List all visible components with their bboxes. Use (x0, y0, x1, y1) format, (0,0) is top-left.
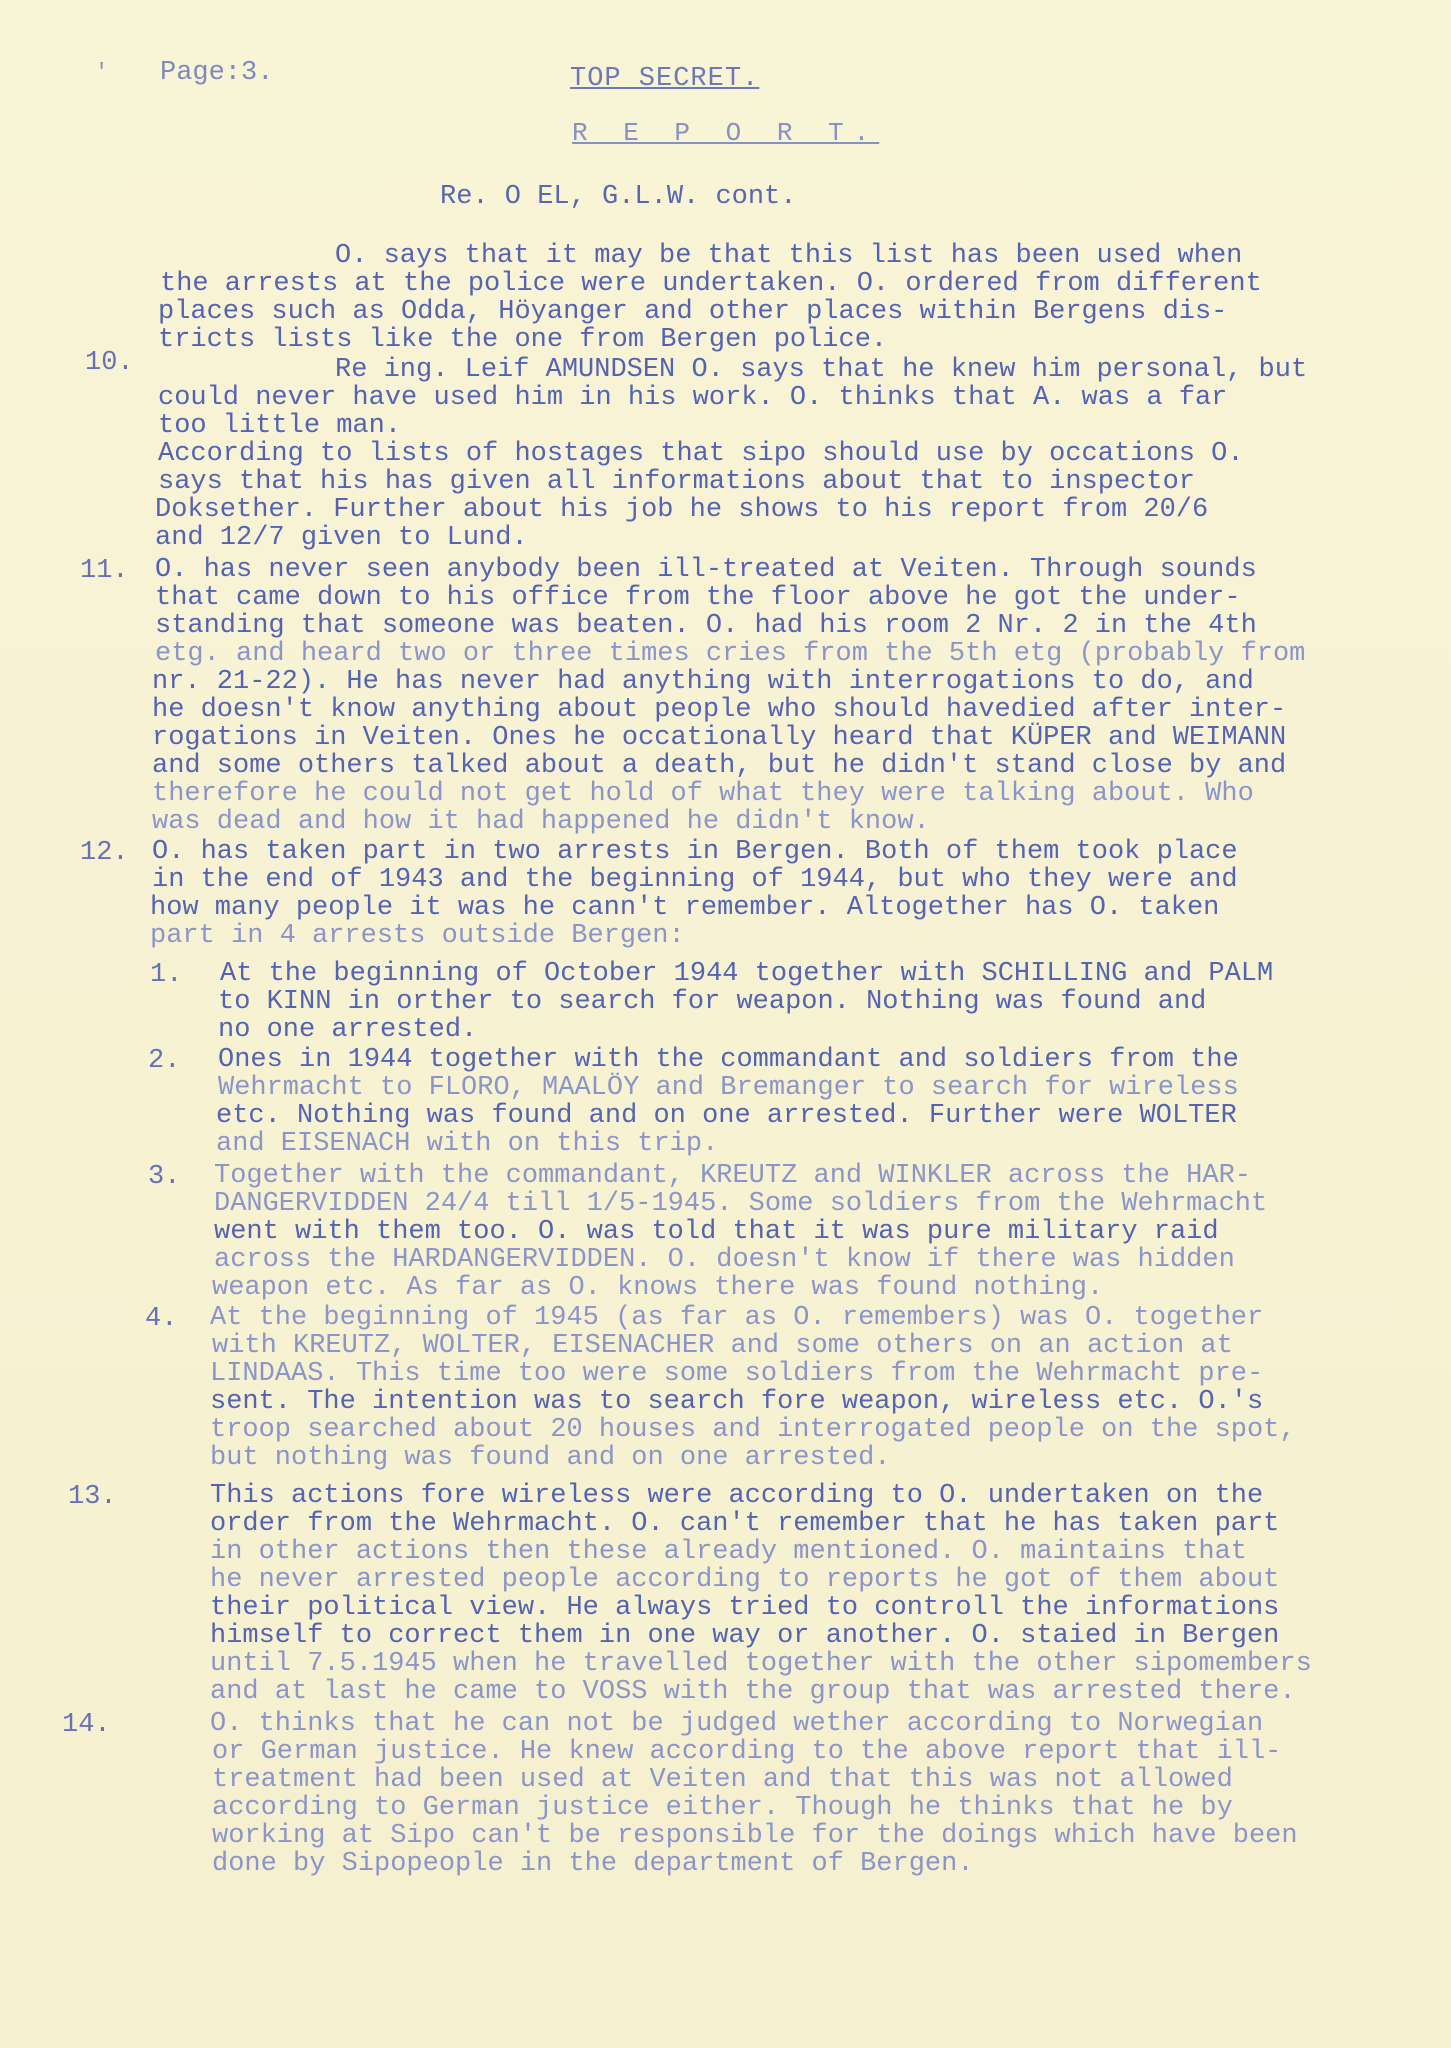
text-line: weapon etc. As far as O. knows there was found nothing. (212, 1273, 1104, 1303)
paragraph-number: 13. (68, 1482, 117, 1512)
text-line: until 7.5.1945 when he travelled together with the other sipomembers (210, 1649, 1312, 1679)
text-line: Together with the commandant, KREUTZ and WINKLER across the HAR- (214, 1161, 1251, 1191)
text-line: O. says that it may be that this list has been used when (335, 241, 1243, 271)
text-line: and some others talked about a death, but he didn't stand close by and (152, 751, 1287, 781)
text-line: etc. Nothing was found and on one arrested. Further were WOLTER (216, 1101, 1237, 1131)
item-number: 3. (148, 1162, 181, 1192)
text-line: but nothing was found and on one arrested. (210, 1443, 891, 1473)
text-line: how many people it was he cann't remember. Altogether has O. taken (150, 893, 1220, 923)
text-line: At the beginning of October 1944 together with SCHILLING and PALM (220, 959, 1274, 989)
text-line: in the end of 1943 and the beginning of 1944, but who they were and (152, 865, 1238, 895)
text-line: no one arrested. (218, 1015, 478, 1045)
item-number: 2. (148, 1046, 181, 1076)
text-line: According to lists of hostages that sipo should use by occations O. (158, 439, 1244, 469)
text-line: Wehrmacht to FLORO, MAALÖY and Bremanger to search for wireless (218, 1073, 1239, 1103)
page-number: Page:3. (160, 58, 274, 88)
text-line: standing that someone was beaten. O. had his room 2 Nr. 2 in the 4th (155, 611, 1257, 641)
text-line: went with them too. O. was told that it was pure military raid (214, 1217, 1219, 1247)
text-line: places such as Odda, Höyanger and other places within Bergens dis- (158, 297, 1228, 327)
text-line: or German justice. He knew according to the above report that ill- (212, 1737, 1282, 1767)
text-line: Doksether. Further about his job he shows to his report from 20/6 (155, 495, 1209, 525)
text-line: with KREUTZ, WOLTER, EISENACHER and some others on an action at (212, 1331, 1233, 1361)
text-line: according to German justice either. Though he thinks that he by (212, 1793, 1233, 1823)
item-number: 4. (145, 1304, 178, 1334)
text-line: O. thinks that he can not be judged wether according to Norwegian (210, 1709, 1264, 1739)
text-line: their political view. He always tried to controll the informations (210, 1593, 1280, 1623)
text-line: sent. The intention was to search fore weapon, wireless etc. O.'s (210, 1387, 1264, 1417)
paragraph-number: 10. (85, 348, 134, 378)
text-line: was dead and how it had happened he didn't know. (152, 807, 930, 837)
text-line: that came down to his office from the floor above he got the under- (155, 583, 1241, 613)
text-line: working at Sipo can't be responsible for the doings which have been (212, 1821, 1298, 1851)
text-line: and at last he came to VOSS with the group that was arrested there. (210, 1677, 1296, 1707)
subject-line: Re. O EL, G.L.W. cont. (440, 182, 797, 212)
text-line: At the beginning of 1945 (as far as O. remembers) was O. together (210, 1303, 1264, 1333)
text-line: therefore he could not get hold of what they were talking about. Who (152, 779, 1254, 809)
text-line: etg. and heard two or three times cries from the 5th etg (probably from (155, 639, 1306, 669)
text-line: he doesn't know anything about people who should havedied after inter- (152, 695, 1287, 725)
text-line: Re ing. Leif AMUNDSEN O. says that he knew him personal, but (335, 355, 1308, 385)
text-line: O. has taken part in two arrests in Bergen. Both of them took place (152, 837, 1238, 867)
text-line: tricts lists like the one from Bergen police. (158, 325, 888, 355)
paragraph-number: 11. (80, 556, 129, 586)
text-line: himself to correct them in one way or another. O. staied in Bergen (210, 1621, 1280, 1651)
text-line: LINDAAS. This time too were some soldiers from the Wehrmacht pre- (210, 1359, 1264, 1389)
text-line: he never arrested people according to reports he got of them about (210, 1565, 1280, 1595)
text-line: order from the Wehrmacht. O. can't remember that he has taken part (210, 1509, 1280, 1539)
text-line: the arrests at the police were undertaken. O. ordered from different (160, 269, 1262, 299)
text-line: too little man. (158, 411, 402, 441)
text-line: done by Sipopeople in the department of Bergen. (212, 1849, 974, 1879)
text-line: troop searched about 20 houses and interrogated people on the spot, (210, 1415, 1296, 1445)
text-line: nr. 21-22). He has never had anything with interrogations to do, and (152, 667, 1254, 697)
text-line: across the HARDANGERVIDDEN. O. doesn't know if there was hidden (214, 1245, 1235, 1275)
item-number: 1. (150, 960, 183, 990)
report-title: R E P O R T. (572, 118, 880, 148)
text-line: O. has never seen anybody been ill-treated at Veiten. Through sounds (155, 555, 1257, 585)
text-line: and 12/7 given to Lund. (155, 523, 528, 553)
text-line: could never have used him in his work. O. thinks that A. was a far (158, 383, 1228, 413)
text-line: This actions fore wireless were according to O. undertaken on the (210, 1481, 1264, 1511)
text-line: DANGERVIDDEN 24/4 till 1/5-1945. Some soldiers from the Wehrmacht (214, 1189, 1268, 1219)
paragraph-number: 14. (62, 1710, 111, 1740)
text-line: to KINN in orther to search for weapon. Nothing was found and (218, 987, 1207, 1017)
text-line: part in 4 arrests outside Bergen: (150, 921, 685, 951)
margin-mark: ' (95, 60, 109, 85)
text-line: and EISENACH with on this trip. (216, 1129, 719, 1159)
text-line: in other actions then these already mentioned. O. maintains that (210, 1537, 1247, 1567)
text-line: treatment had been used at Veiten and that this was not allowed (212, 1765, 1233, 1795)
text-line: says that his has given all informations about that to inspector (158, 467, 1195, 497)
paragraph-number: 12. (80, 838, 129, 868)
text-line: Ones in 1944 together with the commandant and soldiers from the (218, 1045, 1239, 1075)
text-line: rogations in Veiten. Ones he occationally heard that KÜPER and WEIMANN (152, 723, 1287, 753)
classification-heading: TOP SECRET. (570, 64, 760, 94)
